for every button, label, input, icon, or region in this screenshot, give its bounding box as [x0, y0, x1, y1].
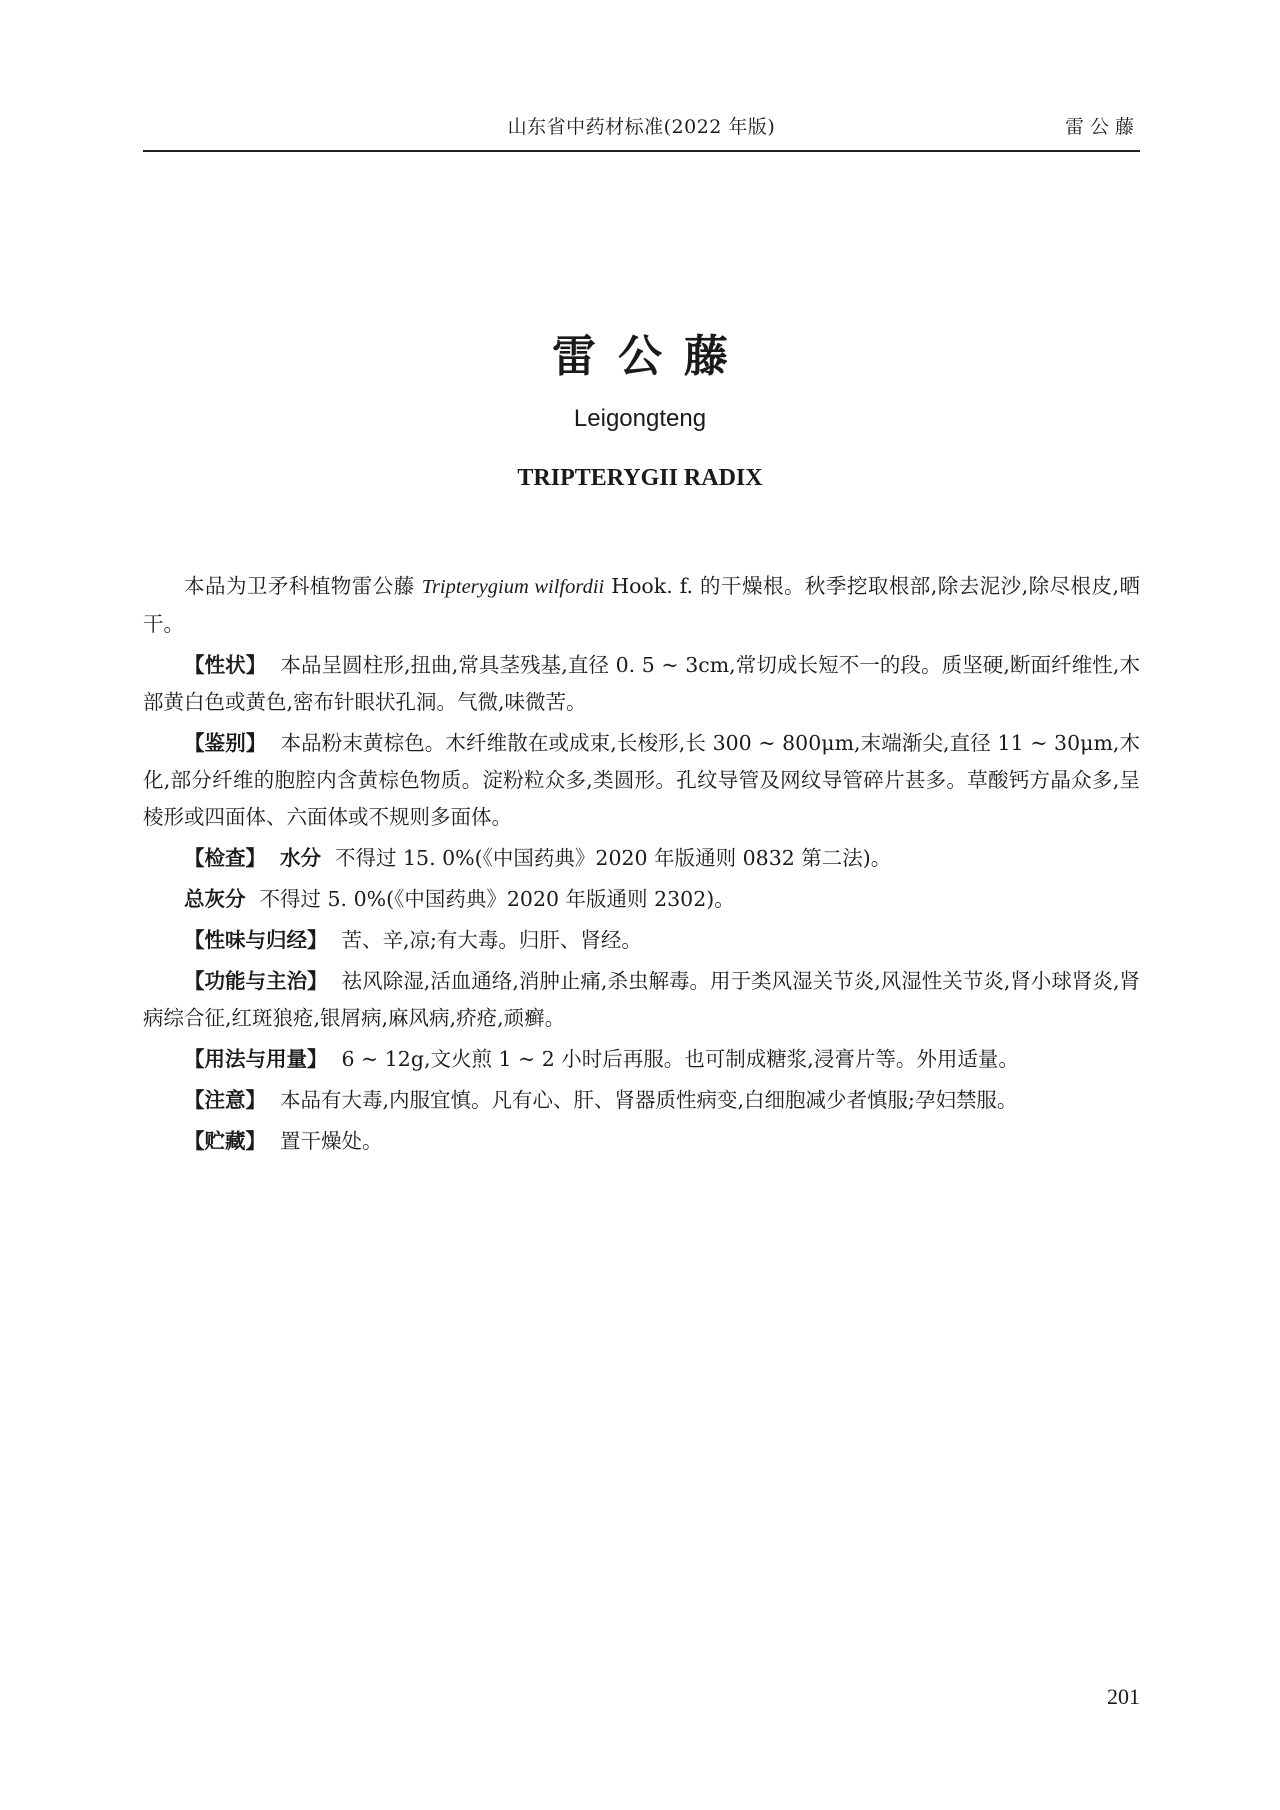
intro-text-pre: 本品为卫矛科植物雷公藤	[184, 574, 422, 598]
section-xingwei	[143, 922, 1140, 959]
header-rule	[143, 150, 1140, 152]
section-label: 【功能与主治】	[184, 969, 328, 993]
section-text: 本品有大毒,内服宜慎。凡有心、肝、肾器质性病变,白细胞减少者慎服;孕妇禁服。	[280, 1088, 1018, 1112]
species-name: Tripterygium wilfordii	[421, 576, 605, 598]
monograph-title: 雷公藤	[552, 331, 750, 382]
section-label: 【贮藏】	[184, 1129, 266, 1153]
monograph-body	[143, 568, 1140, 1164]
subsection-text-ash: 不得过 5. 0%(《中国药典》2020 年版通则 2302)。	[259, 887, 735, 911]
section-zhuyi	[143, 1082, 1140, 1119]
section-text: 苦、辛,凉;有大毒。归肝、肾经。	[341, 928, 642, 952]
page-number: 201	[1107, 1684, 1140, 1709]
section-yongfa	[143, 1041, 1140, 1078]
book-title: 山东省中药材标准(2022 年版)	[507, 116, 776, 138]
section-zhucang	[143, 1123, 1140, 1160]
section-jiancha	[143, 840, 1140, 877]
section-xingzhuang	[143, 647, 1140, 721]
section-ash	[143, 881, 1140, 918]
section-label: 【鉴别】	[184, 731, 267, 755]
section-text: 本品呈圆柱形,扭曲,常具茎残基,直径 0. 5 ~ 3cm,常切成长短不一的段。质坚硬,断面纤维性,木部黄白色或黄色,密布针眼状孔洞。气微,味微苦。	[143, 653, 1140, 714]
monograph-latin-name: TRIPTERYGII RADIX	[517, 465, 763, 491]
section-text: 本品粉末黄棕色。木纤维散在或成束,长梭形,长 300 ~ 800μm,末端渐尖,直径 11 ~ 30μm,木化,部分纤维的胞腔内含黄棕色物质。淀粉粒众多,类圆形。孔纹导管及网纹导管碎片甚多。草酸钙方晶众多,呈棱形或四面体、六面体或不规则多面体。	[143, 731, 1141, 829]
page-header	[143, 112, 1140, 152]
section-gongneng	[143, 963, 1140, 1037]
section-label: 【注意】	[184, 1088, 266, 1112]
section-jianbie	[143, 725, 1140, 836]
section-label: 【性味与归经】	[184, 928, 328, 952]
subsection-label-ash: 总灰分	[184, 887, 246, 911]
subsection-text-water: 不得过 15. 0%(《中国药典》2020 年版通则 0832 第二法)。	[335, 846, 892, 870]
running-title: 雷公藤	[1064, 116, 1140, 138]
section-text: 祛风除湿,活血通络,消肿止痛,杀虫解毒。用于类风湿关节炎,风湿性关节炎,肾小球肾炎,肾病综合征,红斑狼疮,银屑病,麻风病,疥疮,顽癣。	[143, 969, 1140, 1030]
section-label: 【用法与用量】	[184, 1047, 328, 1071]
subsection-label-water: 水分	[280, 846, 321, 870]
section-label: 【检查】	[184, 846, 266, 870]
section-label: 【性状】	[184, 653, 267, 677]
section-text: 6 ~ 12g,文火煎 1 ~ 2 小时后再服。也可制成糖浆,浸膏片等。外用适量。	[341, 1047, 1019, 1071]
intro-paragraph	[143, 568, 1140, 643]
intro-text-post: Hook. f. 的干燥根。秋季挖取根部,除去泥沙,除尽根皮,晒干。	[143, 574, 1140, 636]
monograph-pinyin: Leigongteng	[573, 405, 707, 432]
section-text: 置干燥处。	[280, 1129, 383, 1153]
